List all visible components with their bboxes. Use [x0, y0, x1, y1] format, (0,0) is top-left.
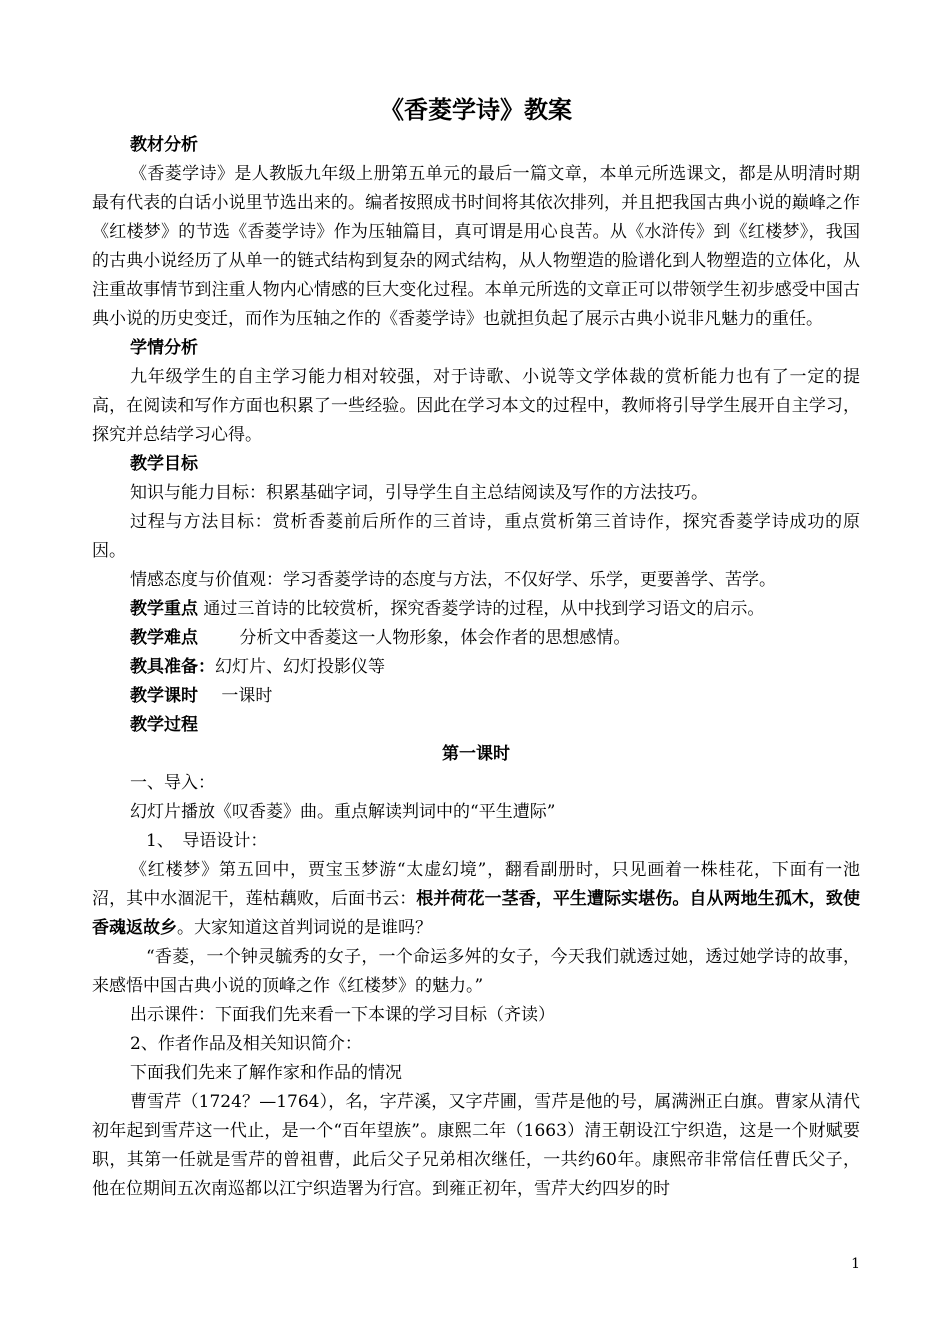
section-heading-mubiao: 教学目标 [130, 454, 198, 474]
periods-label: 教学课时 [130, 686, 198, 706]
difficulty-text: 分析文中香菱这一人物形象，体会作者的思想感情。 [239, 628, 631, 648]
slide-play-text: 幻灯片播放《叹香菱》曲。重点解读判词中的“平生遭际” [130, 802, 556, 822]
author-intro-lead: 下面我们先来了解作家和作品的情况 [130, 1063, 402, 1083]
materials-text: 幻灯片、幻灯投影仪等 [215, 657, 385, 677]
section-heading-guocheng: 教学过程 [130, 715, 198, 735]
key-point-line [92, 595, 860, 624]
section-heading-xueqing: 学情分析 [130, 338, 198, 358]
difficulty-line [92, 624, 860, 653]
courseware-line: 出示课件：下面我们先来看一下本课的学习目标（齐读） [130, 1005, 555, 1025]
honglou-verse: 根并荷花一茎香，平生遭际实堪伤。自从两地生孤木，致使香魂返故乡 [92, 889, 861, 938]
paragraph-jiaocai: 《香菱学诗》是人教版九年级上册第五单元的最后一篇文章，本单元所选课文，都是从明清时期最有代表的白话小说里节选出来的。编者按照成书时间将其依次排列，并且把我国古典小说的巅峰之作《红楼梦》的节选《香菱学诗》作为压轴篇目，真可谓是用心良苦。从《水浒传》到《红楼梦》，我国的古典小说经历了从单一的链式结构到复杂的网式结构，从人物塑造的脸谱化到人物塑造的立体化，从注重故事情节到注重人物内心情感的巨大变化过程。本单元所选的文章正可以带领学生初步感受中国古典小说的历史变迁，而作为压轴之作的《香菱学诗》也就担负起了展示古典小说非凡魅力的重任。 [92, 164, 860, 329]
section-heading-jiaocai: 教材分析 [130, 135, 198, 155]
page-number: 1 [851, 1256, 860, 1272]
goal-knowledge: 知识与能力目标：积累基础字词，引导学生自主总结阅读及写作的方法技巧。 [130, 483, 708, 503]
step-intro: 一、导入： [130, 773, 215, 793]
quote-paragraph: “香菱，一个钟灵毓秀的女子，一个命运多舛的女子，今天我们就透过她，透过她学诗的故事，来感悟中国古典小说的顶峰之作《红楼梦》的魅力。” [92, 947, 860, 996]
goal-process: 过程与方法目标：赏析香菱前后所作的三首诗，重点赏析第三首诗作，探究香菱学诗成功的原因。 [92, 512, 860, 561]
materials-label: 教具准备： [130, 657, 215, 677]
author-intro-heading: 2、作者作品及相关知识简介： [130, 1034, 362, 1054]
honglou-text-post: 。大家知道这首判词说的是谁吗？ [177, 918, 432, 938]
honglou-paragraph [92, 856, 860, 943]
document-body [92, 93, 860, 1204]
document-title: 《香菱学诗》教案 [380, 96, 572, 124]
honglou-text-pre: 《红楼梦》第五回中，贾宝玉梦游“太虚幻境”，翻看副册时，只见画着一株桂花，下面有一池沼，其中水涸泥干，莲枯藕败，后面书云： [92, 860, 860, 909]
paragraph-xueqing: 九年级学生的自主学习能力相对较强，对于诗歌、小说等文学体裁的赏析能力也有了一定的提高，在阅读和写作方面也积累了一些经验。因此在学习本文的过程中，教师将引导学生展开自主学习，探究并总结学习心得。 [92, 367, 860, 445]
lesson-heading: 第一课时 [442, 744, 510, 764]
periods-text: 一课时 [221, 686, 273, 706]
intro-design: 1、 导语设计： [146, 831, 268, 851]
caoxueqin-paragraph: 曹雪芹（1724？—1764），名，字芹溪，又字芹圃，雪芹是他的号，属满洲正白旗。曹家从清代初年起到雪芹这一代止，是一个“百年望族”。康熙二年（1663）清王朝设江宁织造，这是一个财赋要职，其第一任就是雪芹的曾祖曹，此后父子兄弟相次继任，一共约60年。康熙帝非常信任曹氏父子，他在位期间五次南巡都以江宁织造署为行宫。到雍正初年，雪芹大约四岁的时 [92, 1092, 860, 1199]
materials-line [92, 653, 860, 682]
key-point-text: 通过三首诗的比较赏析，探究香菱学诗的过程，从中找到学习语文的启示。 [203, 599, 765, 619]
periods-line [92, 682, 860, 711]
goal-emotion: 情感态度与价值观：学习香菱学诗的态度与方法，不仅好学、乐学，更要善学、苦学。 [130, 570, 776, 590]
key-point-label: 教学重点 [130, 599, 198, 619]
difficulty-label: 教学难点 [130, 628, 198, 648]
